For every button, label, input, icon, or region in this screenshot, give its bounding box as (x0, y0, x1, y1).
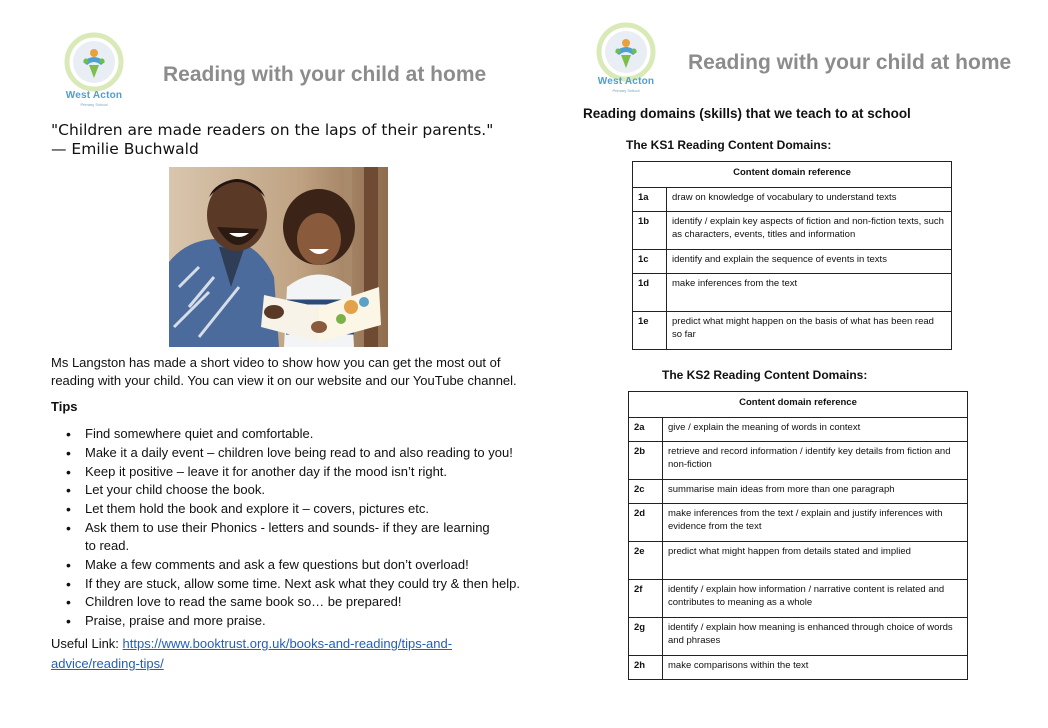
table-header: Content domain reference (629, 392, 968, 418)
domain-code: 2a (629, 418, 663, 442)
tip-item: • Let your child choose the book. (51, 481, 521, 499)
ks2-table (628, 391, 968, 680)
quote-author: — Emilie Buchwald (51, 140, 199, 158)
ks1-heading: The KS1 Reading Content Domains: (626, 138, 832, 152)
domain-text: identify / explain key aspects of fiction and non-fiction texts, such as characters, events, titles and information (667, 212, 952, 250)
domain-code: 2h (629, 656, 663, 680)
ks2-heading: The KS2 Reading Content Domains: (662, 368, 868, 382)
table-row (629, 442, 968, 480)
domain-text: identify / explain how information / narrative content is related and contributes to meaning as a whole (663, 580, 968, 618)
table-row (629, 418, 968, 442)
domain-code: 1d (633, 274, 667, 312)
table-row (629, 504, 968, 542)
domain-text: identify / explain how meaning is enhanced through choice of words and phrases (663, 618, 968, 656)
tip-item: • Children love to read the same book so… be prepared! (51, 593, 521, 611)
domain-text: identify and explain the sequence of events in texts (667, 250, 952, 274)
logo-name: West Acton (65, 90, 123, 101)
domain-text: make comparisons within the text (663, 656, 968, 680)
tip-item: • Let them hold the book and explore it – covers, pictures etc. (51, 500, 521, 518)
table-row (633, 188, 952, 212)
school-logo (591, 22, 661, 94)
table-row (629, 656, 968, 680)
table-row (629, 580, 968, 618)
page-title: Reading with your child at home (163, 63, 487, 86)
table-row (633, 250, 952, 274)
useful-link-label: Useful Link: (51, 636, 123, 651)
table-row (629, 542, 968, 580)
tip-item: • Keep it positive – leave it for another day if the mood isn’t right. (51, 463, 521, 481)
domain-code: 2c (629, 480, 663, 504)
domain-text: make inferences from the text (667, 274, 952, 312)
domains-heading: Reading domains (skills) that we teach to at school (583, 106, 911, 121)
domain-code: 2g (629, 618, 663, 656)
reading-photo (169, 167, 388, 347)
domain-text: summarise main ideas from more than one paragraph (663, 480, 968, 504)
domain-text: make inferences from the text / explain and justify inferences with evidence from the text (663, 504, 968, 542)
quote (51, 121, 521, 159)
table-row (633, 274, 952, 312)
school-logo (59, 32, 129, 107)
domain-code: 2d (629, 504, 663, 542)
domain-text: give / explain the meaning of words in context (663, 418, 968, 442)
domain-text: retrieve and record information / identify key details from fiction and non-fiction (663, 442, 968, 480)
right-page (540, 0, 1048, 728)
intro-paragraph: Ms Langston has made a short video to show how you can get the most out of reading with your child. You can view it on our website and our YouTube channel. (51, 355, 517, 388)
tip-item: • If they are stuck, allow some time. Next ask what they could try & then help. (51, 575, 521, 593)
quote-text: "Children are made readers on the laps of their parents." (51, 121, 494, 139)
booktrust-link[interactable]: https://www.booktrust.org.uk/books-and-reading/tips-and-advice/reading-tips/ (51, 636, 453, 671)
table-row (633, 212, 952, 250)
domain-text: predict what might happen on the basis of what has been read so far (667, 312, 952, 350)
domain-code: 2f (629, 580, 663, 618)
domain-code: 1b (633, 212, 667, 250)
tip-item: • Make a few comments and ask a few questions but don’t overload! (51, 556, 521, 574)
ks1-table (632, 161, 952, 350)
tip-item: • Find somewhere quiet and comfortable. (51, 425, 521, 443)
tips-heading: Tips (51, 399, 78, 414)
tip-item: • Praise, praise and more praise. (51, 612, 521, 630)
table-row (629, 618, 968, 656)
useful-link-line (51, 634, 481, 674)
tip-item: • Make it a daily event – children love being read to and also reading to you! (51, 444, 521, 462)
tip-item: • Ask them to use their Phonics - letters and sounds- if they are learning to read. (51, 519, 521, 555)
domain-text: draw on knowledge of vocabulary to understand texts (667, 188, 952, 212)
page-title: Reading with your child at home (688, 51, 1012, 74)
logo-name: West Acton (597, 76, 655, 87)
tips-list (51, 425, 521, 631)
domain-code: 1c (633, 250, 667, 274)
table-row (629, 480, 968, 504)
domain-code: 2b (629, 442, 663, 480)
domain-text: predict what might happen from details stated and implied (663, 542, 968, 580)
domain-code: 2e (629, 542, 663, 580)
logo-subtitle: Primary School (612, 88, 640, 93)
domain-code: 1e (633, 312, 667, 350)
logo-subtitle: Primary School (80, 102, 108, 107)
table-row (633, 312, 952, 350)
domain-code: 1a (633, 188, 667, 212)
table-header: Content domain reference (633, 162, 952, 188)
